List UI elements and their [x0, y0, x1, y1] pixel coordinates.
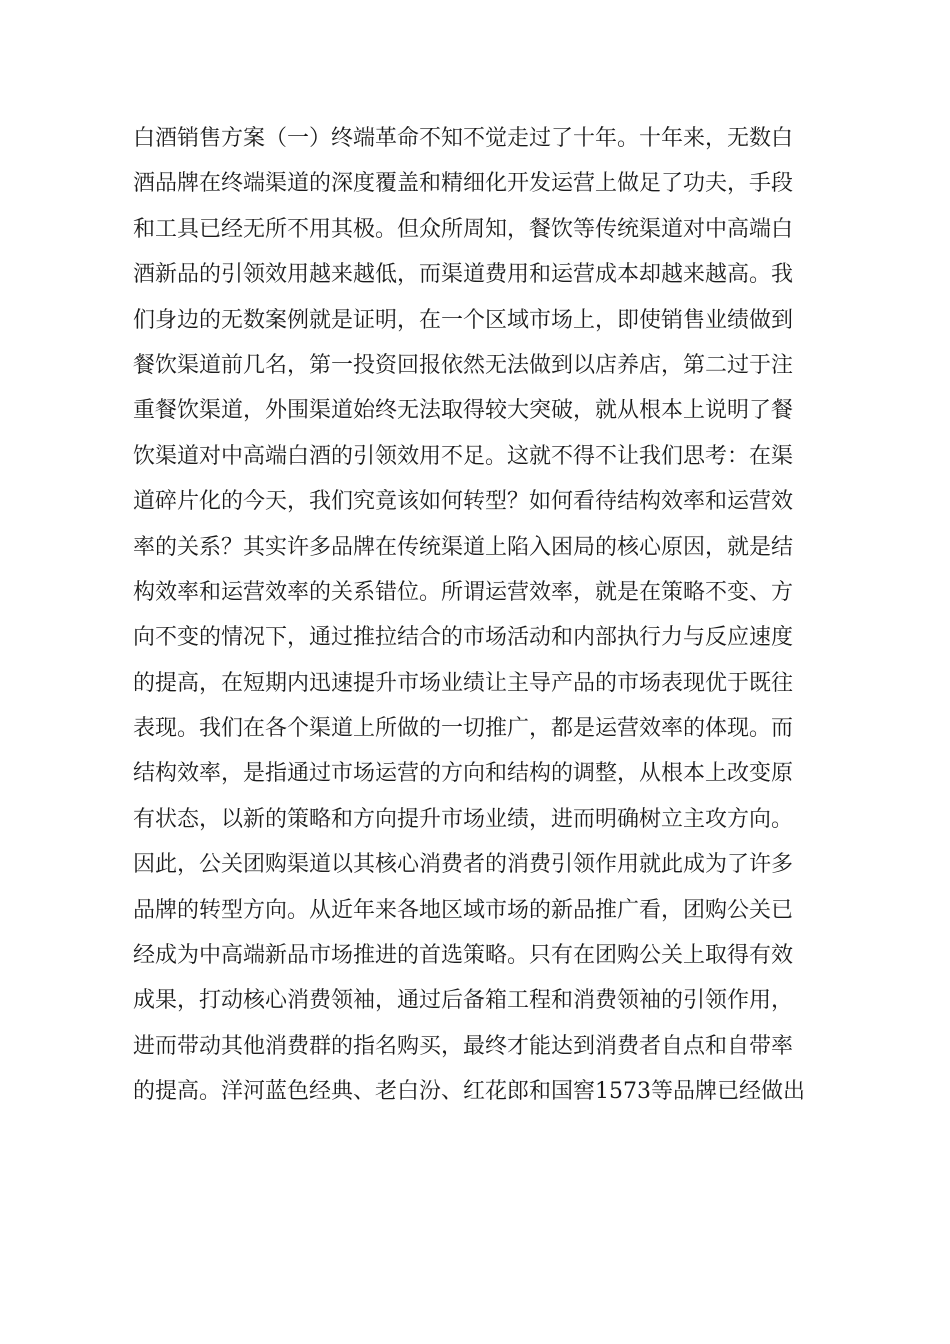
text-line: 有状态，以新的策略和方向提升市场业绩，进而明确树立主攻方向。	[133, 806, 794, 832]
text-line: 和工具已经无所不用其极。但众所周知，餐饮等传统渠道对中高端白	[133, 216, 794, 242]
text-line: 重餐饮渠道，外围渠道始终无法取得较大突破，就从根本上说明了餐	[133, 398, 794, 424]
text-line: 经成为中高端新品市场推进的首选策略。只有在团购公关上取得有效	[133, 943, 794, 969]
text-line: 成果，打动核心消费领袖，通过后备箱工程和消费领袖的引领作用，	[133, 988, 794, 1014]
text-line: 表现。我们在各个渠道上所做的一切推广，都是运营效率的体现。而	[133, 716, 794, 742]
text-line: 品牌的转型方向。从近年来各地区域市场的新品推广看，团购公关已	[133, 897, 794, 923]
text-line: 酒新品的引领效用越来越低，而渠道费用和运营成本却越来越高。我	[133, 262, 794, 288]
text-line: 饮渠道对中高端白酒的引领效用不足。这就不得不让我们思考：在渠	[133, 443, 794, 469]
text-line: 餐饮渠道前几名，第一投资回报依然无法做到以店养店，第二过于注	[133, 352, 794, 378]
text-line: 结构效率，是指通过市场运营的方向和结构的调整，从根本上改变原	[133, 761, 794, 787]
text-line: 酒品牌在终端渠道的深度覆盖和精细化开发运营上做足了功夫，手段	[133, 171, 794, 197]
text-line: 道碎片化的今天，我们究竟该如何转型？如何看待结构效率和运营效	[133, 489, 794, 515]
text-line: 的提高。洋河蓝色经典、老白汾、红花郎和国窖1573等品牌已经做出	[133, 1079, 805, 1105]
body-paragraph	[133, 116, 853, 1115]
text-line: 的提高，在短期内迅速提升市场业绩让主导产品的市场表现优于既往	[133, 670, 794, 696]
text-line: 向不变的情况下，通过推拉结合的市场活动和内部执行力与反应速度	[133, 625, 794, 651]
text-line: 们身边的无数案例就是证明，在一个区域市场上，即使销售业绩做到	[133, 307, 794, 333]
text-line: 构效率和运营效率的关系错位。所谓运营效率，就是在策略不变、方	[133, 579, 794, 605]
text-line: 因此，公关团购渠道以其核心消费者的消费引领作用就此成为了许多	[133, 852, 794, 878]
text-line: 白酒销售方案（一）终端革命不知不觉走过了十年。十年来，无数白	[133, 126, 794, 151]
text-line: 率的关系？其实许多品牌在传统渠道上陷入困局的核心原因，就是结	[133, 534, 794, 560]
text-line: 进而带动其他消费群的指名购买，最终才能达到消费者自点和自带率	[133, 1033, 794, 1059]
